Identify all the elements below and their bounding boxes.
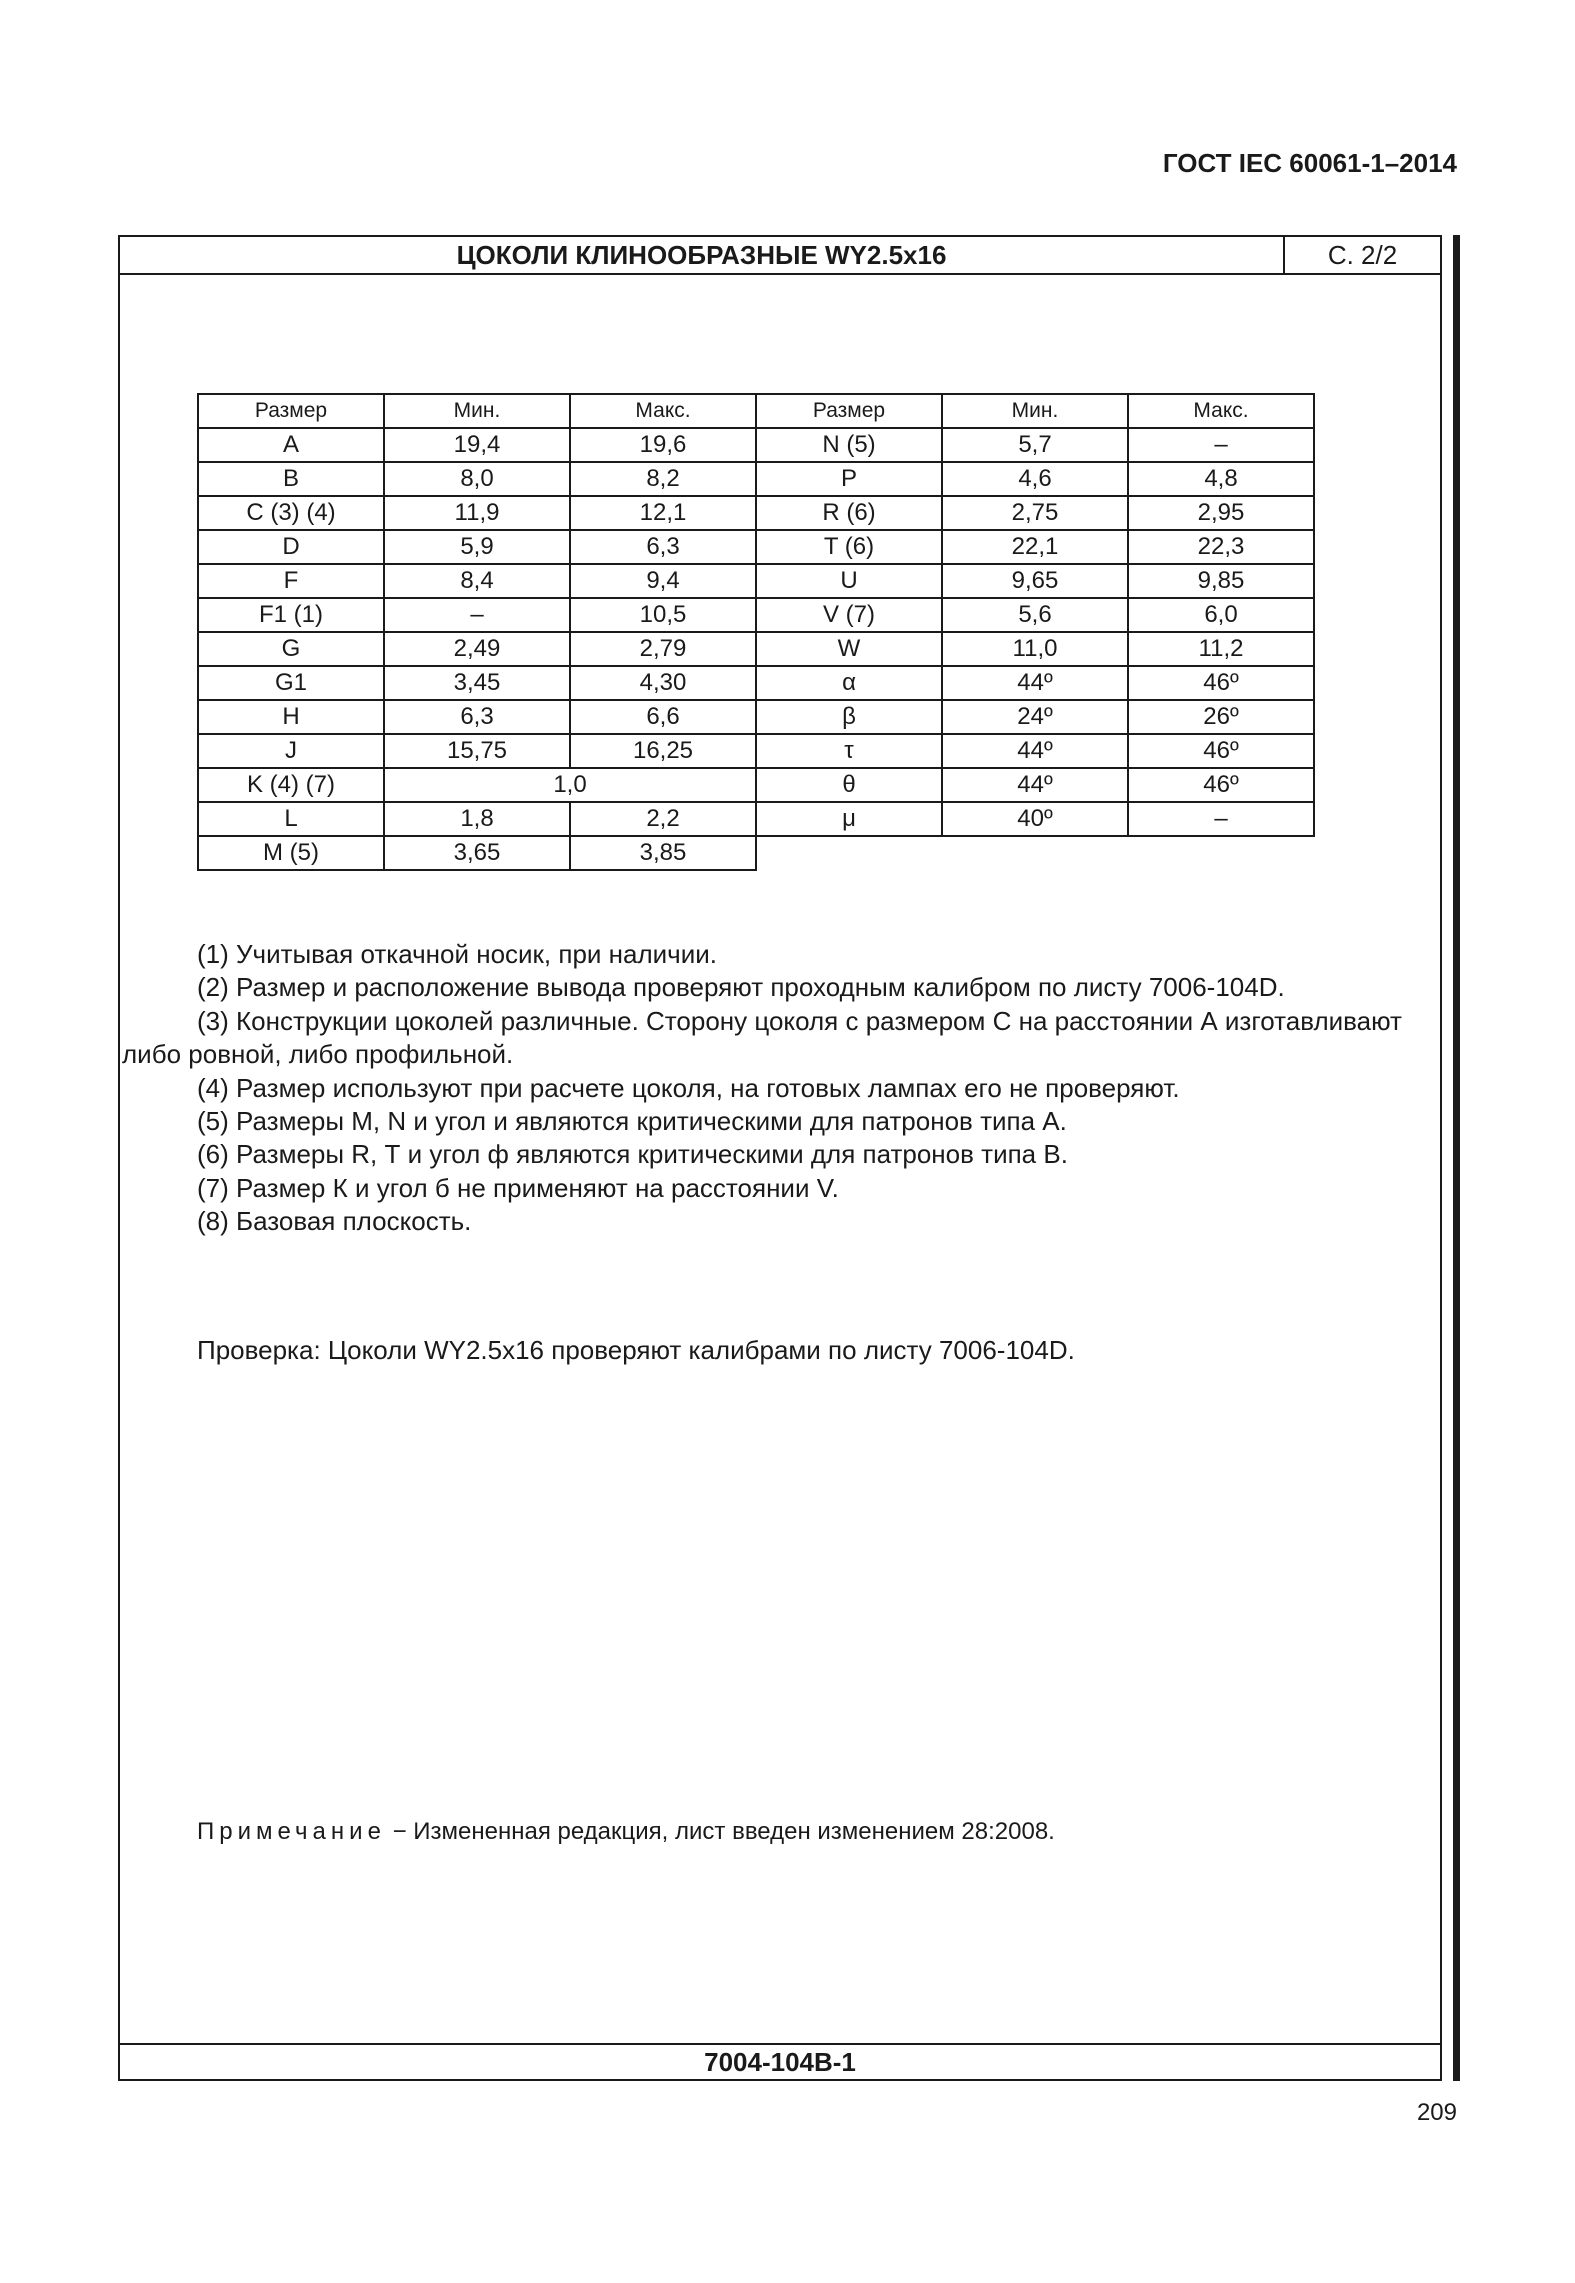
table-cell: 3,65 [384,836,570,870]
check-statement: Проверка: Цоколи WY2.5x16 проверяют калибрами по листу 7006-104D. [197,1335,1075,1365]
table-cell: A [198,428,384,462]
table-cell: U [756,564,942,598]
table-cell: 22,1 [942,530,1128,564]
table-cell: 19,4 [384,428,570,462]
table-cell: L [198,802,384,836]
table-cell: 10,5 [570,598,756,632]
table-cell: 6,0 [1128,598,1314,632]
table-row [198,530,1314,564]
footnote: (1) Учитывая откачной носик, при наличии. [197,939,717,969]
footnote: (3) Конструкции цоколей различные. Сторону цоколя с размером С на расстоянии А изготавливают либо ровной, либо профильной. [122,1005,1402,1070]
table-cell: 1,8 [384,802,570,836]
table-cell: 6,6 [570,700,756,734]
table-cell: D [198,530,384,564]
table-cell: 4,8 [1128,462,1314,496]
sheet-title: ЦОКОЛИ КЛИНООБРАЗНЫЕ WY2.5x16 [120,237,1285,273]
table-cell: 9,65 [942,564,1128,598]
footnote: (4) Размер используют при расчете цоколя, на готовых лампах его не проверяют. [197,1072,1180,1103]
table-cell: W [756,632,942,666]
table-cell: 46º [1128,666,1314,700]
empty-cell [1128,836,1314,870]
table-row [198,700,1314,734]
table-cell: 11,2 [1128,632,1314,666]
table-cell: α [756,666,942,700]
table-cell: R (6) [756,496,942,530]
table-cell: N (5) [756,428,942,462]
table-cell: 8,0 [384,462,570,496]
footnote: (6) Размеры R, Т и угол ф являются критическими для патронов типа В. [197,1139,1068,1170]
table-cell: 44º [942,666,1128,700]
table-row [198,666,1314,700]
table-cell: – [384,598,570,632]
sheet-code: 7004-104B-1 [120,2043,1440,2079]
table-header-row [198,394,1314,428]
table-cell: P [756,462,942,496]
table-cell: G1 [198,666,384,700]
table-cell: 12,1 [570,496,756,530]
table-cell: 8,2 [570,462,756,496]
table-cell: 5,7 [942,428,1128,462]
table-cell: 9,85 [1128,564,1314,598]
table-cell: 24º [942,700,1128,734]
footnote: (8) Базовая плоскость. [197,1206,472,1237]
sheet-page-indicator: С. 2/2 [1327,240,1398,270]
column-header: Мин. [942,394,1128,428]
frame-thick-edge [1453,235,1460,2081]
table-cell: 15,75 [384,734,570,768]
dimensions-table-body [198,394,1314,870]
table-cell: G [198,632,384,666]
dimensions-table [197,393,1315,871]
table-cell: 11,0 [942,632,1128,666]
table-row [198,564,1314,598]
table-cell: 6,3 [384,700,570,734]
table-row [198,428,1314,462]
column-header: Макс. [1128,394,1314,428]
table-row [198,768,1314,802]
column-header: Размер [198,394,384,428]
table-cell: 2,79 [570,632,756,666]
table-cell: – [1128,802,1314,836]
column-header: Размер [756,394,942,428]
sheet-header [120,237,1440,275]
footnote: (5) Размеры М, N и угол и являются критическими для патронов типа А. [197,1106,1067,1137]
table-cell: β [756,700,942,734]
remark-text: − Измененная редакция, лист введен изменением 28:2008. [385,1818,1055,1845]
standard-designation: ГОСТ IEC 60061-1–2014 [1162,148,1457,178]
table-cell: 26º [1128,700,1314,734]
table-cell: 6,3 [570,530,756,564]
table-cell: B [198,462,384,496]
table-cell: 16,25 [570,734,756,768]
table-cell: 44º [942,734,1128,768]
table-cell: 40º [942,802,1128,836]
table-row [198,734,1314,768]
table-row [198,802,1314,836]
table-cell: 4,30 [570,666,756,700]
table-row [198,462,1314,496]
table-cell: F1 (1) [198,598,384,632]
table-cell: 2,95 [1128,496,1314,530]
remark [197,1818,1055,1846]
table-row [198,598,1314,632]
empty-cell [942,836,1128,870]
table-cell: T (6) [756,530,942,564]
table-cell: 1,0 [384,768,756,802]
table-cell: 11,9 [384,496,570,530]
table-cell: H [198,700,384,734]
column-header: Макс. [570,394,756,428]
remark-label: Примечание [197,1818,386,1845]
table-cell: 2,75 [942,496,1128,530]
table-cell: – [1128,428,1314,462]
table-cell: J [198,734,384,768]
table-cell: 5,6 [942,598,1128,632]
table-row [198,496,1314,530]
table-cell: 44º [942,768,1128,802]
table-cell: 22,3 [1128,530,1314,564]
table-cell: 19,6 [570,428,756,462]
column-header: Мин. [384,394,570,428]
table-cell: 4,6 [942,462,1128,496]
table-cell: V (7) [756,598,942,632]
footnotes [122,938,1440,1239]
table-cell: 46º [1128,768,1314,802]
table-cell: 3,45 [384,666,570,700]
table-cell: θ [756,768,942,802]
footnote: (7) Размер К и угол б не применяют на расстоянии V. [197,1172,839,1203]
table-cell: 5,9 [384,530,570,564]
table-cell: C (3) (4) [198,496,384,530]
page-number: 209 [1416,2099,1457,2126]
table-cell: F [198,564,384,598]
table-cell: μ [756,802,942,836]
table-cell: 8,4 [384,564,570,598]
table-cell: 2,2 [570,802,756,836]
table-cell: K (4) (7) [198,768,384,802]
footnote: (2) Размер и расположение вывода проверяют проходным калибром по листу 7006-104D. [197,972,1285,1003]
table-cell: 46º [1128,734,1314,768]
table-cell: τ [756,734,942,768]
empty-cell [756,836,942,870]
table-cell: M (5) [198,836,384,870]
table-row [198,632,1314,666]
table-cell: 2,49 [384,632,570,666]
table-cell: 3,85 [570,836,756,870]
table-row [198,836,1314,870]
table-cell: 9,4 [570,564,756,598]
